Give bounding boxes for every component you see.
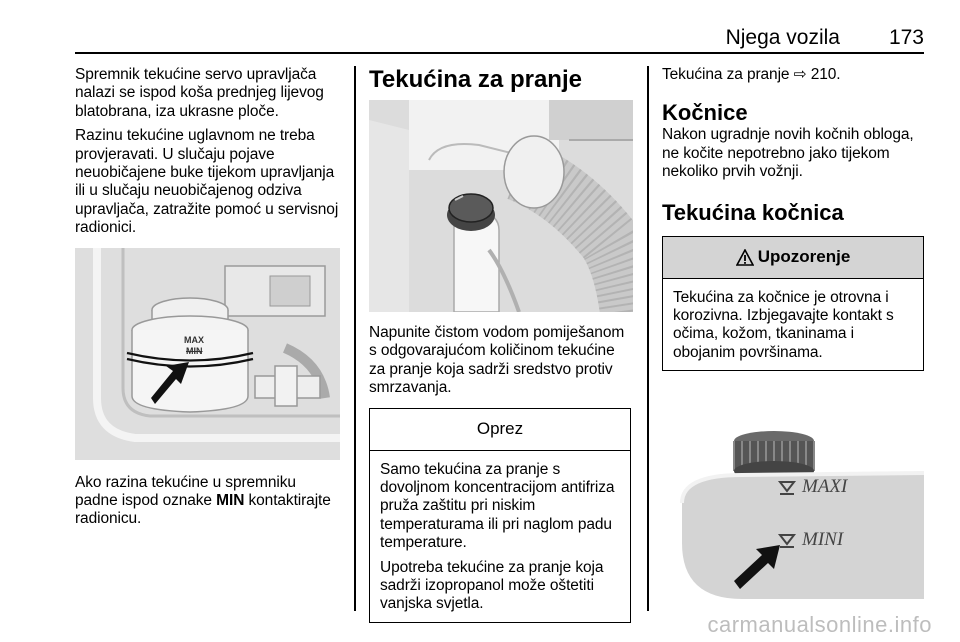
warning-body (663, 279, 923, 371)
caution-body (370, 451, 630, 622)
brake-reservoir-mini-label: MINI (802, 529, 844, 551)
caution-text-antifreeze: Samo tekućina za pranje s dovoljnom koncentracijom antifriza pruža zaštitu pri niskim temperaturama ili pri naglom padu temperature. (380, 460, 615, 552)
caution-box (369, 408, 631, 623)
reservoir-min-label: MIN (186, 345, 203, 356)
washer-fluid-heading: Tekućina za pranje (369, 66, 582, 93)
brake-fluid-reservoir-image (662, 393, 924, 599)
warning-text: Tekućina za kočnice je otrovna i korozivna. Izbjegavajte kontakt s očima, kožom, tkaninama i obojanim površinama. (673, 288, 894, 361)
brake-reservoir-maxi-label: MAXI (802, 476, 848, 498)
header-rule (75, 52, 924, 54)
caution-text-isopropanol: Upotreba tekućine za pranje koja sadrži izopropanol može oštetiti vanjska svjetla. (380, 558, 604, 613)
washer-fluid-instructions: Napunite čistom vodom pomiješanom s odgovarajućom količinom tekućine za pranje koja sadrži sredstvo protiv smrzavanja. (369, 324, 625, 397)
column-left (75, 66, 340, 535)
column-divider (647, 66, 649, 611)
power-steering-reservoir-image (75, 248, 340, 460)
power-steering-location-text: Spremnik tekućine servo upravljača nalazi se ispod koša prednjeg lijevog blatobrana, iza ukrasne ploče. (75, 66, 324, 120)
page-header (0, 0, 960, 56)
power-steering-check-text: Razinu tekućine uglavnom ne treba provjeravati. U slučaju pojave neuobičajene buke tijekom upravljanja ili u slučaju neuobičajenog odziva upravljača, zatražite pomoć u servisnoj radionici. (75, 127, 339, 237)
section-title: Njega vozila (725, 26, 840, 49)
column-right (662, 66, 924, 599)
warning-triangle-icon (736, 249, 754, 266)
warning-box (662, 236, 924, 372)
watermark: carmanualsonline.info (707, 612, 932, 637)
caution-title: Oprez (370, 409, 630, 451)
brakes-heading: Kočnice (662, 100, 748, 126)
power-steering-reservoir-illustration (75, 248, 340, 460)
min-level-text: Ako razina tekućine u spremniku padne ispod oznake MIN kontaktirajte radionicu. (75, 473, 331, 528)
washer-fluid-illustration (369, 100, 633, 312)
brake-fluid-heading: Tekućina kočnica (662, 199, 844, 225)
min-mark-label: MIN (216, 492, 245, 510)
washer-fluid-xref: Tekućina za pranje ⇨ 210. (662, 66, 841, 83)
warning-title: Upozorenje (757, 247, 851, 267)
page-number: 173 (888, 26, 924, 49)
warning-header (663, 237, 923, 279)
brakes-text: Nakon ugradnje novih kočnih obloga, ne kočite nepotrebno jako tijekom nekoliko prvih vožnji. (662, 126, 914, 181)
reservoir-max-label: MAX (184, 334, 204, 345)
column-middle (369, 66, 633, 623)
washer-fluid-image (369, 100, 633, 312)
column-divider (354, 66, 356, 611)
brake-fluid-reservoir-illustration (662, 393, 924, 599)
